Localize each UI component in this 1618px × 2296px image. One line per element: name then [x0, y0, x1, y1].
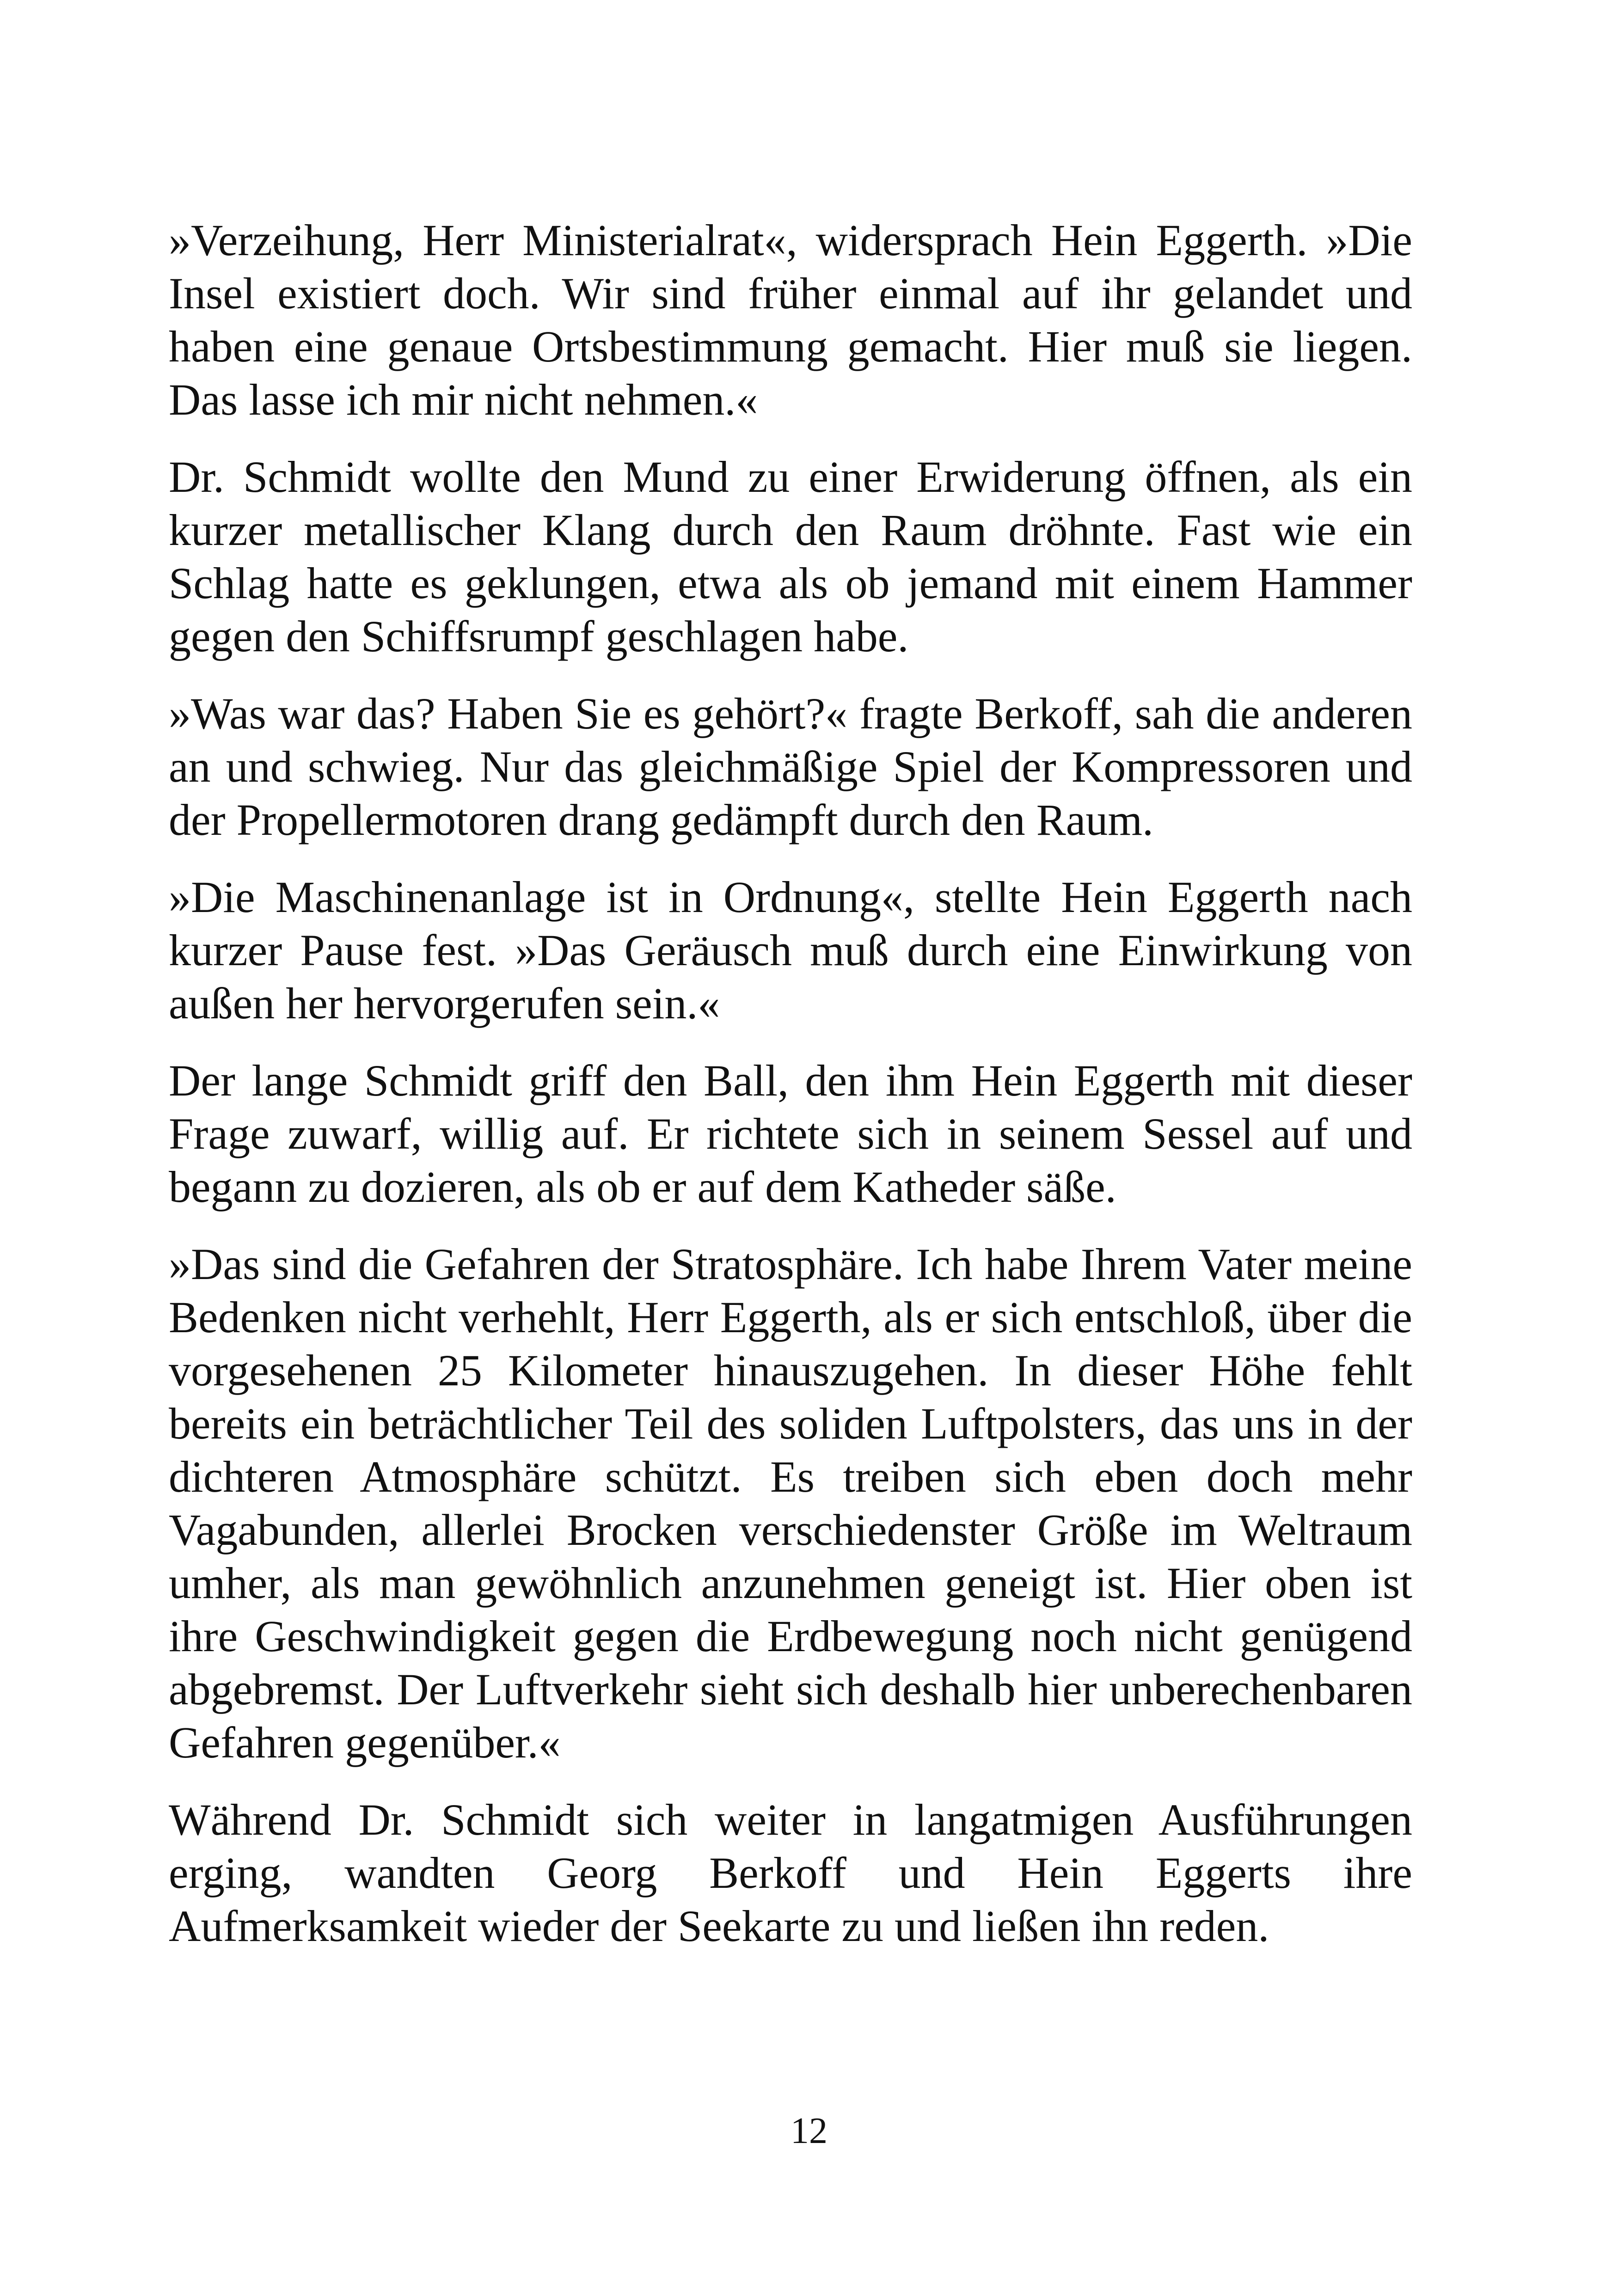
paragraph-3: »Was war das? Haben Sie es gehört?« fragte Berkoff, sah die anderen an und schwieg. Nur das gleichmäßige Spiel der Kompressoren und der Propellermotoren drang gedämpft durch den Raum. [169, 689, 1412, 845]
paragraph-6: »Das sind die Gefahren der Stratosphäre. Ich habe Ihrem Vater meine Bedenken nicht verhehlt, Herr Eggerth, als er sich entschloß, über die vorgesehenen 25 Kilometer hinauszugehen. In dieser Höhe fehlt bereits ein beträchtlicher Teil des soliden Luftpolsters, das uns in der dichteren Atmosphäre schützt. Es treiben sich eben doch mehr Vagabunden, allerlei Brocken verschiedenster Größe im Weltraum umher, als man gewöhnlich anzunehmen geneigt ist. Hier oben ist ihre Geschwindigkeit gegen die Erdbewegung noch nicht genügend abgebremst. Der Luftverkehr sieht sich deshalb hier unberechenbaren Gefahren gegenüber.« [169, 1239, 1412, 1767]
paragraph-7: Während Dr. Schmidt sich weiter in langatmigen Ausführungen erging, wandten Georg Berkoff und Hein Eggerts ihre Aufmerksamkeit wieder der Seekarte zu und ließen ihn reden. [169, 1795, 1412, 1951]
page-number: 12 [791, 2111, 827, 2151]
paragraph-1: »Verzeihung, Herr Ministerialrat«, widersprach Hein Eggerth. »Die Insel existiert doch. Wir sind früher einmal auf ihr gelandet und haben eine genaue Ortsbestimmung gemacht. Hier muß sie liegen. Das lasse ich mir nicht nehmen.« [169, 215, 1412, 424]
paragraph-2: Dr. Schmidt wollte den Mund zu einer Erwiderung öffnen, als ein kurzer metallischer Klang durch den Raum dröhnte. Fast wie ein Schlag hatte es geklungen, etwa als ob jemand mit einem Hammer gegen den Schiffsrumpf geschlagen habe. [169, 452, 1412, 661]
body-text [169, 214, 1412, 1977]
paragraph-5: Der lange Schmidt griff den Ball, den ihm Hein Eggerth mit dieser Frage zuwarf, willig auf. Er richtete sich in seinem Sessel auf und begann zu dozieren, als ob er auf dem Katheder säße. [169, 1056, 1412, 1212]
paragraph-4: »Die Maschinenanlage ist in Ordnung«, stellte Hein Eggerth nach kurzer Pause fest. »Das Geräusch muß durch eine Einwirkung von außen her hervorgerufen sein.« [169, 872, 1412, 1028]
